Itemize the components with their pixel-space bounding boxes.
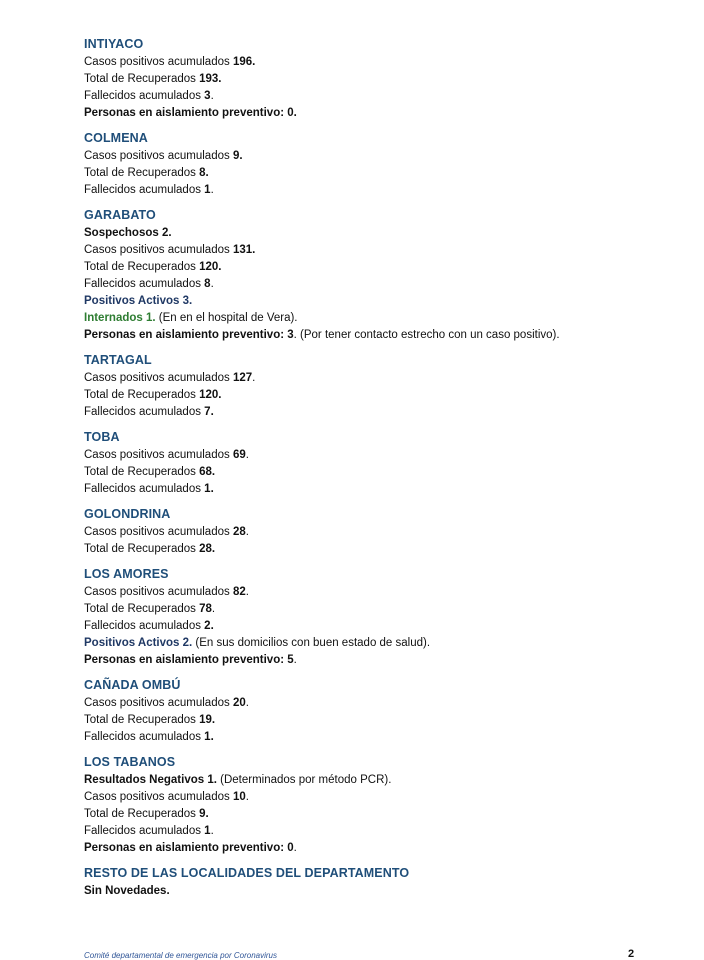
report-label: Casos positivos acumulados [84, 150, 233, 162]
page-footer: Comité departamental de emergencia por Coronavirus [84, 951, 277, 960]
report-line [84, 541, 684, 558]
locality-section [84, 352, 684, 421]
report-value: 19. [199, 714, 216, 726]
report-label: Casos positivos acumulados [84, 56, 233, 68]
locality-section [84, 566, 684, 669]
report-value: 1. [204, 731, 214, 743]
report-line [84, 883, 684, 900]
locality-heading: LOS TABANOS [84, 755, 176, 769]
report-label: . [293, 654, 297, 666]
report-value: 196. [232, 56, 256, 68]
report-value: 8 [204, 278, 211, 290]
report-label: . [245, 791, 249, 803]
locality-heading: RESTO DE LAS LOCALIDADES DEL DEPARTAMENTO [84, 866, 410, 880]
report-label: Fallecidos acumulados [84, 90, 205, 102]
report-label: Total de Recuperados [84, 714, 200, 726]
report-label: . [245, 697, 249, 709]
report-value: 127 [232, 372, 253, 384]
report-line [84, 729, 684, 746]
report-value: 20 [232, 697, 246, 709]
report-value: Personas en aislamiento preventivo: 0 [84, 842, 294, 854]
report-line [84, 712, 684, 729]
report-label: Total de Recuperados [84, 603, 200, 615]
locality-heading: GARABATO [84, 208, 156, 222]
report-label: . [210, 184, 214, 196]
report-value: 9. [232, 150, 243, 162]
locality-heading: TOBA [84, 430, 120, 444]
report-label: . [210, 825, 214, 837]
report-line [84, 789, 684, 806]
report-line [84, 635, 684, 652]
locality-heading: TARTAGAL [84, 353, 152, 367]
locality-section [84, 429, 684, 498]
report-value: Sin Novedades. [84, 885, 170, 897]
report-label: Fallecidos acumulados [84, 825, 205, 837]
report-value: 120. [199, 389, 222, 401]
report-label: . [210, 278, 214, 290]
report-value: 193. [199, 73, 222, 85]
report-value: Positivos Activos 2. [84, 637, 193, 649]
report-label: . [252, 372, 256, 384]
locality-section [84, 506, 684, 558]
report-value: 10 [232, 791, 246, 803]
report-value: 2. [204, 620, 214, 632]
report-label: . [245, 449, 249, 461]
report-label: Fallecidos acumulados [84, 731, 205, 743]
report-value: 8. [199, 167, 209, 179]
locality-section [84, 754, 684, 857]
report-value: Positivos Activos 3. [84, 295, 193, 307]
report-line [84, 71, 684, 88]
report-line [84, 840, 684, 857]
report-line [84, 601, 684, 618]
page-number: 2 [628, 948, 635, 960]
report-value: 28 [232, 526, 246, 538]
report-value: Personas en aislamiento preventivo: 3 [84, 329, 294, 341]
locality-section [84, 130, 684, 199]
report-label: Fallecidos acumulados [84, 184, 205, 196]
report-line [84, 404, 684, 421]
report-label: (Determinados por método PCR). [216, 774, 392, 786]
report-value: 78 [199, 603, 212, 615]
report-label: Total de Recuperados [84, 261, 200, 273]
report-value: 9. [199, 808, 209, 820]
report-line [84, 806, 684, 823]
report-label: (En en el hospital de Vera). [155, 312, 298, 324]
report-label: Casos positivos acumulados [84, 372, 233, 384]
report-label: Total de Recuperados [84, 808, 200, 820]
report-value: Personas en aislamiento preventivo: 5 [84, 654, 294, 666]
locality-heading: INTIYACO [84, 37, 144, 51]
report-line [84, 54, 684, 71]
report-line [84, 242, 684, 259]
report-line [84, 524, 684, 541]
report-value: Internados 1. [84, 312, 156, 324]
report-label: Fallecidos acumulados [84, 278, 205, 290]
locality-heading: GOLONDRINA [84, 507, 171, 521]
report-value: 7. [204, 406, 214, 418]
report-label: Fallecidos acumulados [84, 483, 205, 495]
report-label: . [293, 842, 297, 854]
report-line [84, 823, 684, 840]
locality-section [84, 36, 684, 122]
report-value: 1. [204, 483, 214, 495]
report-label: Fallecidos acumulados [84, 406, 205, 418]
report-label: . [210, 90, 214, 102]
report-label: Casos positivos acumulados [84, 244, 233, 256]
report-line [84, 464, 684, 481]
locality-heading: CAÑADA OMBÚ [84, 678, 181, 692]
report-value: 1 [204, 184, 211, 196]
report-value: 69 [232, 449, 246, 461]
report-line [84, 225, 684, 242]
report-label: . [245, 586, 249, 598]
report-line [84, 259, 684, 276]
report-value: Personas en aislamiento preventivo: 0. [84, 107, 297, 119]
report-line [84, 88, 684, 105]
report-line [84, 695, 684, 712]
report-label: Total de Recuperados [84, 167, 200, 179]
report-value: 28. [199, 543, 216, 555]
report-line [84, 370, 684, 387]
report-value: 82 [232, 586, 246, 598]
report-line [84, 310, 684, 327]
report-line [84, 772, 684, 789]
report-label: Total de Recuperados [84, 543, 200, 555]
report-label: Total de Recuperados [84, 466, 200, 478]
report-line [84, 387, 684, 404]
report-line [84, 165, 684, 182]
report-value: Resultados Negativos 1. [84, 774, 217, 786]
report-label: (En sus domicilios con buen estado de salud). [192, 637, 431, 649]
report-line [84, 652, 684, 669]
report-label: Casos positivos acumulados [84, 697, 233, 709]
locality-heading: LOS AMORES [84, 567, 169, 581]
report-value: 3 [204, 90, 211, 102]
document-body [84, 36, 684, 908]
report-line [84, 481, 684, 498]
report-label: Total de Recuperados [84, 389, 200, 401]
report-label: Casos positivos acumulados [84, 586, 233, 598]
report-label: Casos positivos acumulados [84, 449, 233, 461]
report-line [84, 276, 684, 293]
report-line [84, 618, 684, 635]
report-label: Casos positivos acumulados [84, 791, 233, 803]
report-value: 131. [232, 244, 256, 256]
report-line [84, 327, 684, 344]
locality-section [84, 865, 684, 900]
report-value: 68. [199, 466, 216, 478]
report-line [84, 182, 684, 199]
report-label: Fallecidos acumulados [84, 620, 205, 632]
report-value: Sospechosos 2. [84, 227, 172, 239]
report-label: . [245, 526, 249, 538]
report-label: . (Por tener contacto estrecho con un caso positivo). [293, 329, 560, 341]
report-label: Total de Recuperados [84, 73, 200, 85]
locality-section [84, 677, 684, 746]
report-line [84, 293, 684, 310]
report-value: 1 [204, 825, 211, 837]
locality-section [84, 207, 684, 344]
report-line [84, 584, 684, 601]
report-label: . [211, 603, 216, 615]
report-value: 120. [199, 261, 222, 273]
report-line [84, 148, 684, 165]
report-label: Casos positivos acumulados [84, 526, 233, 538]
report-line [84, 105, 684, 122]
locality-heading: COLMENA [84, 131, 148, 145]
report-line [84, 447, 684, 464]
